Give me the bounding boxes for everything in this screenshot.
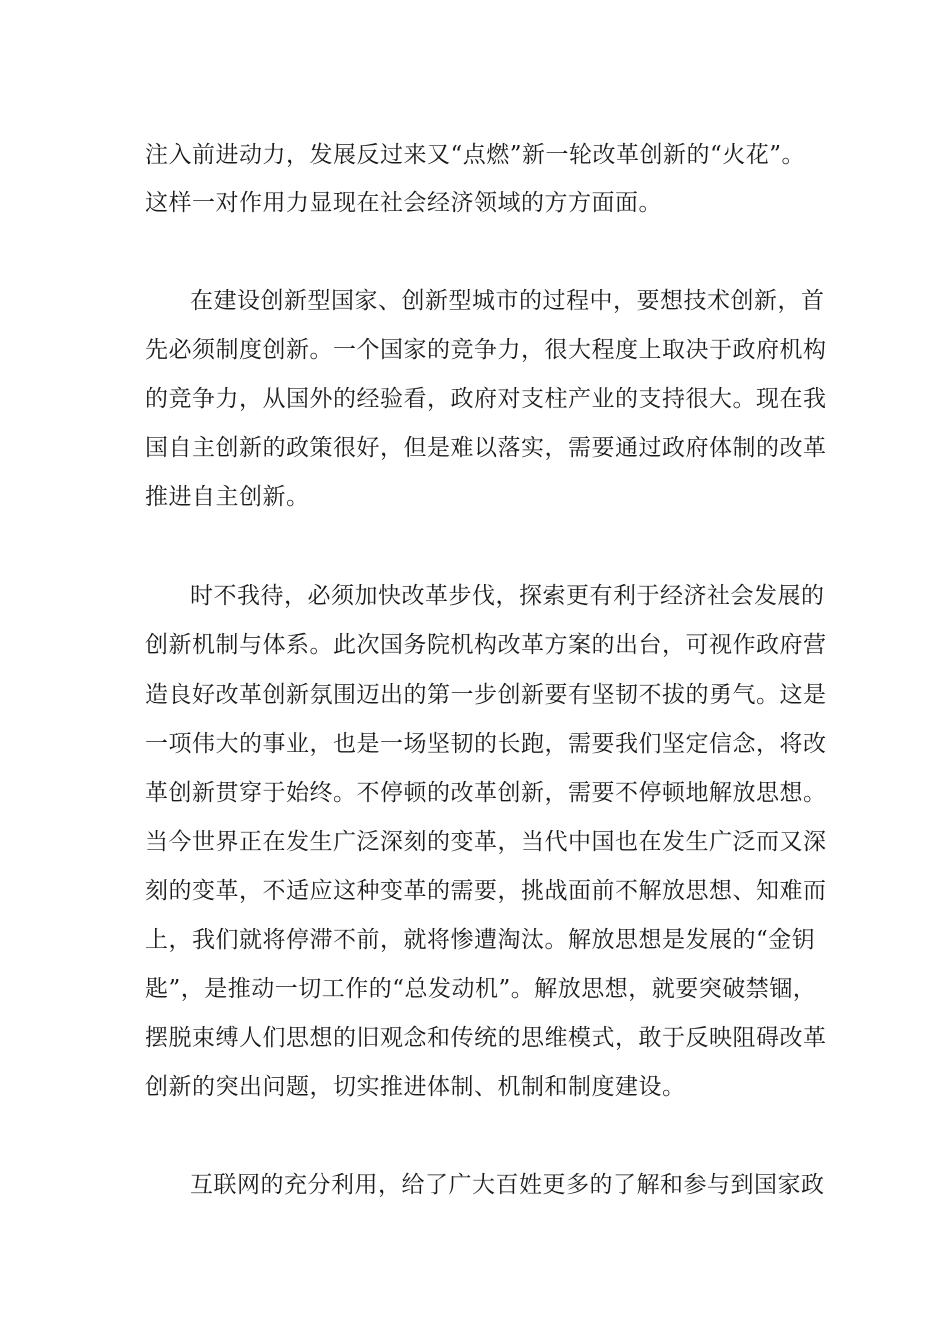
paragraph-3-line-1: 时不我待，必须加快改革步伐，探索更有利于经济社会发展的 bbox=[190, 583, 825, 609]
paragraph-2-line-2: 先必须制度创新。一个国家的竞争力，很大程度上取决于政府机构 bbox=[145, 337, 827, 363]
paragraph-3-line-4: 一项伟大的事业，也是一场坚韧的长跑，需要我们坚定信念，将改 bbox=[145, 731, 827, 757]
paragraph-2-line-1: 在建设创新型国家、创新型城市的过程中，要想技术创新，首 bbox=[190, 288, 825, 314]
paragraph-4-line-1: 互联网的充分利用，给了广大百姓更多的了解和参与到国家政 bbox=[190, 1172, 825, 1198]
paragraph-3-line-6: 当今世界正在发生广泛深刻的变革，当代中国也在发生广泛而又深 bbox=[145, 829, 827, 855]
paragraph-3-line-8: 上，我们就将停滞不前，就将惨遭淘汰。解放思想是发展的“金钥 bbox=[145, 927, 816, 953]
paragraph-1-line-2: 这样一对作用力显现在社会经济领域的方方面面。 bbox=[145, 190, 662, 216]
paragraph-3-line-9: 匙”，是推动一切工作的“总发动机”。解放思想，就要突破禁锢， bbox=[145, 976, 817, 1002]
paragraph-2-line-3: 的竞争力，从国外的经验看，政府对支柱产业的支持很大。现在我 bbox=[145, 386, 827, 412]
paragraph-3-line-5: 革创新贯穿于始终。不停顿的改革创新，需要不停顿地解放思想。 bbox=[145, 780, 827, 806]
paragraph-1-line-1: 注入前进动力，发展反过来又“点燃”新一轮改革创新的“火花”。 bbox=[145, 142, 806, 168]
paragraph-2-line-5: 推进自主创新。 bbox=[145, 484, 310, 510]
paragraph-2-line-4: 国自主创新的政策很好，但是难以落实，需要通过政府体制的改革 bbox=[145, 435, 827, 461]
paragraph-3-line-11: 创新的突出问题，切实推进体制、机制和制度建设。 bbox=[145, 1074, 686, 1100]
paragraph-3-line-10: 摆脱束缚人们思想的旧观念和传统的思维模式，敢于反映阻碍改革 bbox=[145, 1025, 827, 1051]
paragraph-3-line-3: 造良好改革创新氛围迈出的第一步创新要有坚韧不拔的勇气。这是 bbox=[145, 682, 827, 708]
paragraph-3-line-7: 刻的变革，不适应这种变革的需要，挑战面前不解放思想、知难而 bbox=[145, 878, 827, 904]
paragraph-3-line-2: 创新机制与体系。此次国务院机构改革方案的出台，可视作政府营 bbox=[145, 632, 827, 658]
